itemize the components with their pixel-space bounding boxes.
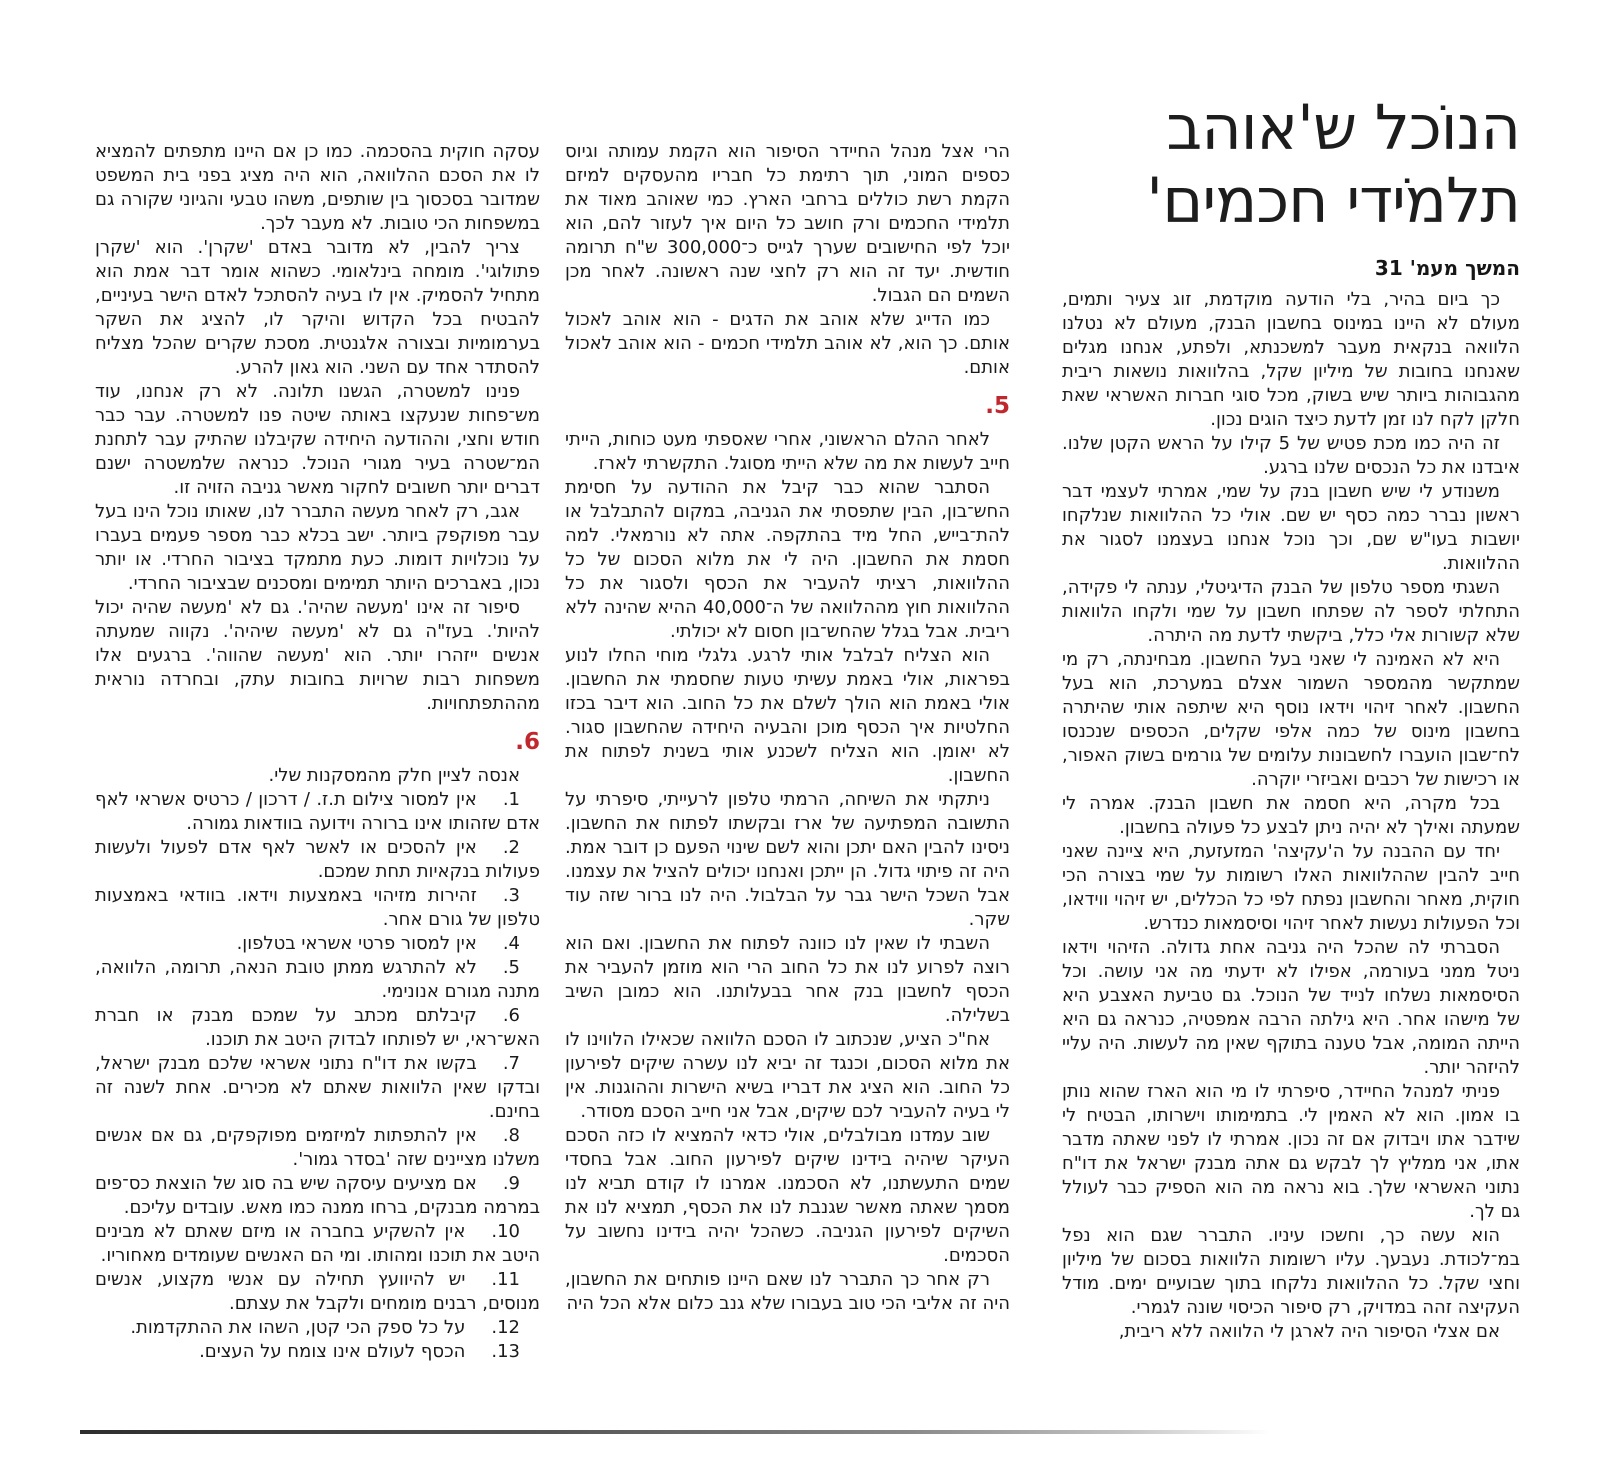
column-middle xyxy=(565,140,1010,1316)
list-item-number: 5. xyxy=(502,957,520,978)
list-item xyxy=(95,1316,540,1340)
paragraph: אגב, רק לאחר מעשה התברר לנו, שאותו נוכל הינו בעל עבר מפוקפק ביותר. ישב בכלא כבר מספר פעמים בעברו על נוכלויות דומות. כעת מתמקד בציבור החרדי. או יותר נכון, באברכים היותר תמימים ומסכנים שבציבור החרדי. xyxy=(95,501,540,594)
article-headline xyxy=(1000,92,1520,237)
paragraph: כך ביום בהיר, בלי הודעה מוקדמת, זוג צעיר ותמים, מעולם לא היינו במינוס בחשבון הבנק, מעולם לא נטלנו הלוואה בנקאית מעבר למשכנתא, ולפתע, אנחנו מגלים שאנחנו בחובות של מיליון שקל, בהלוואות נושאות ריבית מהגבוהות ביותר שיש בשוק, מכל סוגי חברות האשראי שאת חלקן לקח לנו זמן לדעת כיצד הוגים נכון. xyxy=(1062,289,1520,430)
column-left xyxy=(95,140,540,1364)
list-item-number: 12. xyxy=(491,1317,520,1338)
list-item xyxy=(95,1220,540,1268)
list-item-text: בקשו את דו"ח נתוני אשראי שלכם מבנק ישראל, ובדקו שאין הלוואות שאתם לא מכירים. אחת לשנה זה בחינם. xyxy=(95,1053,540,1122)
paragraph: זה היה כמו מכת פטיש של 5 קילו על הראש הקטן שלנו. איבדנו את כל הנכסים שלנו ברגע. xyxy=(1062,433,1520,478)
list-item-text: לא להתרגש ממתן טובת הנאה, תרומה, הלוואה, מתנה מגורם אנונימי. xyxy=(95,957,540,1002)
column-right xyxy=(1062,288,1520,1344)
list-item-number: 4. xyxy=(502,933,520,954)
list-item xyxy=(95,1052,540,1124)
list-item-number: 3. xyxy=(502,885,520,906)
paragraph: רק אחר כך התברר לנו שאם היינו פותחים את החשבון, היה זה אליבי הכי טוב בעבורו שלא גנב כלום אלא הכל היה xyxy=(565,1269,1010,1314)
paragraph: אם אצלי הסיפור היה לארגן לי הלוואה ללא ריבית, xyxy=(1118,1321,1500,1342)
paragraph: לאחר ההלם הראשוני, אחרי שאספתי מעט כוחות, הייתי חייב לעשות את מה שלא הייתי מסוגל. התקשרתי לארז. xyxy=(565,429,1010,474)
list-item xyxy=(95,1268,540,1316)
list-item-text: אין למסור פרטי אשראי בטלפון. xyxy=(236,933,477,954)
section-number: 5. xyxy=(985,393,1010,419)
list-item-text: זהירות מזיהוי באמצעות וידאו. בוודאי באמצעות טלפון של גורם אחר. xyxy=(95,885,540,930)
list-item-number: 6. xyxy=(502,1005,520,1026)
paragraph: הסתבר שהוא כבר קיבל את ההודעה על חסימת החש־בון, הבין שתפסתי את הגניבה, במקום להתבלבל או להת־בייש, החל מיד בהתקפה. אתה לא נורמאלי. למה חסמת את החשבון. היה לי את מלוא הסכום של כל ההלוואות, רציתי להעביר את הכסף ולסגור את כל ההלוואות חוץ מההלוואה של ה־40,000 ההיא שהינה ללא ריבית. אבל בגלל שהחש־בון חסום לא יכולתי. xyxy=(565,477,1010,642)
paragraph: אח"כ הציע, שנכתוב לו הסכם הלוואה שכאילו הלווינו לו את מלוא הסכום, וכנגד זה יביא לנו עשרה שיקים לפירעון כל החוב. הוא הציג את דבריו בשיא הישרות וההוגנות. אין לי בעיה להעביר לכם שיקים, אבל אני חייב הסכם מסודר. xyxy=(565,1029,1010,1122)
list-item-text: יש להיוועץ תחילה עם אנשי מקצוע, אנשים מנוסים, רבנים מומחים ולקבל את עצתם. xyxy=(95,1269,540,1314)
list-item xyxy=(95,1172,540,1220)
list-item-text: על כל ספק הכי קטן, השהו את ההתקדמות. xyxy=(130,1317,466,1338)
headline-line-2: תלמֹידי חכמים' xyxy=(1146,163,1520,237)
list-item-number: 2. xyxy=(502,837,520,858)
paragraph: ניתקתי את השיחה, הרמתי טלפון לרעייתי, סיפרתי על התשובה המפתיעה של ארז ובקשתו לפתוח את החשבון. ניסינו להבין האם יתכן והוא לשם שינוי הפעם כן דובר אמת. היה זה פיתוי גדול. הן ייתכן ואנחנו יכולים להציל את עצמנו. אבל השכל הישר גבר על הבלבול. היה לנו ברור שזה עוד שקר. xyxy=(565,789,1010,930)
list-item-number: 9. xyxy=(502,1173,520,1194)
bottom-rule xyxy=(80,1430,1270,1434)
paragraph: אנסה לציין חלק מהמסקנות שלי. xyxy=(268,765,520,786)
list-item xyxy=(95,1124,540,1172)
list-item xyxy=(95,836,540,884)
paragraph: פניתי למנהל החיידר, סיפרתי לו מי הוא הארז שהוא נותן בו אמון. הוא לא האמין לי. בתמימותו וישרותו, הבטיח לי שידבר אתו ויבדוק אם זה נכון. אמרתי לו לפני שאתה מדבר אתו, אני ממליץ לך לבקש גם אתה מבנק ישראל את דו"ח נתוני האשראי שלך. בוא נראה מה הוא הספיק כבר לעולל גם לך. xyxy=(1062,1081,1520,1222)
list-item xyxy=(95,956,540,1004)
list-item-number: 11. xyxy=(491,1269,520,1290)
paragraph: השבתי לו שאין לנו כוונה לפתוח את החשבון. ואם הוא רוצה לפרוע לנו את כל החוב הרי הוא מוזמן להעביר את הכסף לחשבון בנק אחר בבעלותנו. הוא כמובן השיב בשלילה. xyxy=(565,933,1010,1026)
paragraph: בכל מקרה, היא חסמה את חשבון הבנק. אמרה לי שמעתה ואילך לא יהיה ניתן לבצע כל פעולה בחשבון. xyxy=(1062,793,1520,838)
list-item-text: אם מציעים עיסקה שיש בה סוג של הוצאת כס־פים במרמה מבנקים, ברחו ממנה כמו מאש. עובדים עליכם. xyxy=(95,1173,540,1218)
list-item-number: 10. xyxy=(491,1221,520,1242)
list-item-number: 13. xyxy=(491,1341,520,1362)
paragraph: הרי אצל מנהל החיידר הסיפור הוא הקמת עמותה וגיוס כספים המוני, תוך רתימת כל חבריו מהעסקים למיזם הקמת רשת כוללים ברחבי הארץ. כמי שאוהב מאוד את תלמידי החכמים ורק חושב כל היום איך לעזור להם, הוא יוכל לפי החישובים שערך לגייס כ־300,000 ש"ח תרומה חודשית. יעד זה הוא רק לחצי שנה ראשונה. לאחר מכן השמים הם הגבול. xyxy=(565,141,1010,306)
paragraph: השגתי מספר טלפון של הבנק הדיגיטלי, ענתה לי פקידה, התחלתי לספר לה שפתחו חשבון על שמי ולקחו הלוואות שלא קשורות אלי כלל, ביקשתי לדעת מה היתרה. xyxy=(1062,577,1520,646)
paragraph: עסקה חוקית בהסכמה. כמו כן אם היינו מתפתים להמציא לו את הסכם ההלוואה, הוא היה מציג בפני בית המשפט שמדובר בסכסוך בין שותפים, משהו טבעי והגיוני שקורה גם במשפחות הכי טובות. לא מעבר לכך. xyxy=(95,141,540,234)
list-item-number: 7. xyxy=(502,1053,520,1074)
list-item-number: 8. xyxy=(502,1125,520,1146)
list-item-text: אין למסור צילום ת.ז. / דרכון / כרטיס אשראי לאף אדם שזהותו אינו ברורה וידועה בוודאות גמורה. xyxy=(95,789,540,834)
paragraph: היא לא האמינה לי שאני בעל החשבון. מבחינתה, רק מי שמתקשר מהמספר השמור אצלם במערכת, הוא בעל החשבון. לאחר זיהוי וידאו נוסף היא שיתפה אותי שהיתרה בחשבון מינוס של כמה אלפי שקלים, הכספים שנכנסו לח־שבון הועברו לחשבונות עלומים של גורמים בשוק האפור, או רכישות של רכבים ואביזרי יוקרה. xyxy=(1062,649,1520,790)
paragraph: יחד עם ההבנה על ה'עקיצה' המזעזעת, היא ציינה שאני חייב להבין שההלוואות האלו רשומות על שמי בצורה הכי חוקית, מאחר והחשבון נפתח לפי כל הכללים, יש זיהוי ווידאו, וכל הפעולות נעשות לאחר זיהוי וסיסמאות כנדרש. xyxy=(1062,841,1520,934)
paragraph: הוא עשה כך, וחשכו עיניו. התברר שגם הוא נפל במ־לכודת. נעבעך. עליו רשומות הלוואות בסכום של מיליון וחצי שקל. כל ההלוואות נלקחו בתוך שבועיים ימים. מודל העקיצה זהה במדויק, רק סיפור הכיסוי שונה לגמרי. xyxy=(1062,1225,1520,1318)
list-item-text: אין להסכים או לאשר לאף אדם לפעול ולעשות פעולות בנקאיות תחת שמכם. xyxy=(95,837,540,882)
list-item xyxy=(95,1340,540,1364)
list-item-text: אין להשקיע בחברה או מיזם שאתם לא מבינים היטב את תוכנו ומהותו. ומי הם האנשים שעומדים מאחוריו. xyxy=(95,1221,540,1266)
headline-line-1: הנוֹכל ש'אוהב xyxy=(1166,91,1520,164)
list-item xyxy=(95,932,540,956)
paragraph: צריך להבין, לא מדובר באדם 'שקרן'. הוא 'שקרן פתולוגי'. מומחה בינלאומי. כשהוא אומר דבר אמת הוא מתחיל להסמיק. אין לו בעיה להסתכל לאדם הישר בעיניים, להבטיח בכל הקדוש והיקר לו, להציג את השקר בערמומיות ובצורה אלגנטית. מסכת שקרים שהכל מצליח להסתדר אחד עם השני. הוא גאון להרע. xyxy=(95,237,540,378)
list-item-text: אין להתפתות למיזמים מפוקפקים, גם אם אנשים משלנו מציינים שזה 'בסדר גמור'. xyxy=(95,1125,540,1170)
list-item xyxy=(95,884,540,932)
paragraph: פנינו למשטרה, הגשנו תלונה. לא רק אנחנו, עוד מש־פחות שנעקצו באותה שיטה פנו למשטרה. עבר כבר חודש וחצי, וההודעה היחידה שקיבלנו שהתיק עבר לתחנת המ־שטרה בעיר מגורי הנוכל. כנראה שלמשטרה ישנם דברים יותר חשובים לחקור מאשר גניבה הזויה זו. xyxy=(95,381,540,498)
list-item xyxy=(95,1004,540,1052)
continued-from-label: המשך מעמ' 31 xyxy=(1374,256,1520,280)
paragraph: שוב עמדנו מבולבלים, אולי כדאי להמציא לו כזה הסכם העיקר שיהיה בידינו שיקים לפירעון החוב. אבל בחסדי שמים התעשתנו, לא הסכמנו. אמרנו לו קודם תביא לנו מסמך שאתה מאשר שגנבת לנו את הכסף, תמציא לנו את השיקים לפירעון הגניבה. כשהכל יהיה בידינו נחשוב על הסכמים. xyxy=(565,1125,1010,1266)
list-item xyxy=(95,788,540,836)
paragraph: משנודע לי שיש חשבון בנק על שמי, אמרתי לעצמי דבר ראשון נברר כמה כסף יש שם. אולי כל ההלוואות שנלקחו יושבות בעו"ש שם, וכך נוכל אנחנו בעצמנו לסגור את ההלוואות. xyxy=(1062,481,1520,574)
paragraph: כמו הדייג שלא אוהב את הדגים - הוא אוהב לאכול אותם. כך הוא, לא אוהב תלמידי חכמים - הוא אוהב לאכול אותם. xyxy=(565,309,1010,378)
paragraph: הוא הצליח לבלבל אותי לרגע. גלגלי מוחי החלו לנוע בפראות, אולי באמת עשיתי טעות שחסמתי את החשבון. אולי באמת הוא הולך לשלם את כל החוב. הוא דיבר בכזו החלטיות איך הכסף מוכן והבעיה היחידה שהחשבון סגור. לא יאומן. הוא הצליח לשכנע אותי בשנית לפתוח את החשבון. xyxy=(565,645,1010,786)
list-item-number: 1. xyxy=(502,789,520,810)
paragraph: סיפור זה אינו 'מעשה שהיה'. גם לא 'מעשה שהיה יכול להיות'. בעז"ה גם לא 'מעשה שיהיה'. נקווה שמעתה אנשים ייזהרו יותר. הוא 'מעשה שהווה'. ברגעים אלו משפחות רבות שרויות בחובות עתק, ובחרדה נוראית מההתפתחויות. xyxy=(95,597,540,714)
section-number: 6. xyxy=(515,729,540,755)
list-item-text: קיבלתם מכתב על שמכם מבנק או חברת האש־ראי, יש לפותחו לבדוק היטב את תוכנו. xyxy=(95,1005,540,1050)
list-item-text: הכסף לעולם אינו צומח על העצים. xyxy=(199,1341,466,1362)
paragraph: הסברתי לה שהכל היה גניבה אחת גדולה. הזיהוי וידאו ניטל ממני בעורמה, אפילו לא ידעתי מה אני עושה. וכל הסיסמאות נשלחו לנייד של הנוכל. גם טביעת האצבע היא של מישהו אחר. היא גילתה הרבה אמפטיה, כנראה גם היא הייתה המומה, אבל טענה בתוקף שאין מה לעשות. היה עליי להיזהר יותר. xyxy=(1062,937,1520,1078)
